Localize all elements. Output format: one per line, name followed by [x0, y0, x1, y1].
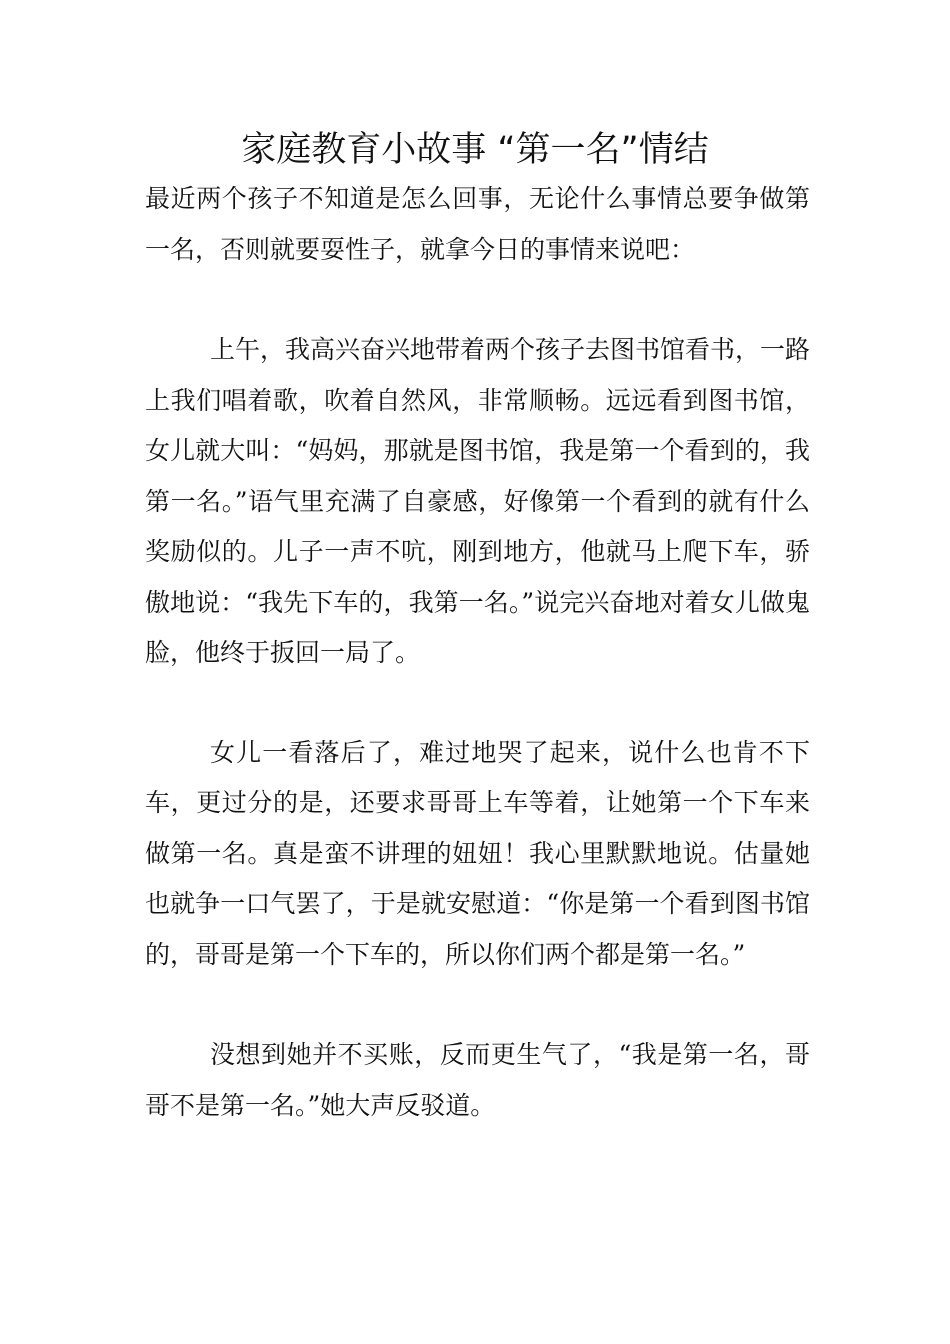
paragraph-intro: 最近两个孩子不知道是怎么回事，无论什么事情总要争做第一名，否则就要耍性子，就拿今日的事情来说吧： [145, 184, 810, 264]
document-body [145, 174, 810, 1131]
paragraph-library-trip: 上午，我高兴奋兴地带着两个孩子去图书馆看书，一路上我们唱着歌，吹着自然风，非常顺畅。远远看到图书馆，女儿就大叫：“妈妈，那就是图书馆，我是第一个看到的，我第一名。”语气里充满了自豪感，好像第一个看到的就有什么奖励似的。儿子一声不吭，刚到地方，他就马上爬下车，骄傲地说：“我先下车的，我第一名。”说完兴奋地对着女儿做鬼脸，他终于扳回一局了。 [145, 335, 811, 667]
paragraph-daughter-cries: 女儿一看落后了，难过地哭了起来，说什么也肯不下车，更过分的是，还要求哥哥上车等着，让她第一个下车来做第一名。真是蛮不讲理的妞妞！我心里默默地说。估量她也就争一口气罢了，于是就安慰道：“你是第一个看到图书馆的，哥哥是第一个下车的，所以你们两个都是第一名。” [145, 737, 810, 969]
document-title: 家庭教育小故事 “第一名”情结 [241, 130, 709, 170]
paragraph-retort: 没想到她并不买账，反而更生气了，“我是第一名，哥哥不是第一名。”她大声反驳道。 [145, 1040, 810, 1120]
